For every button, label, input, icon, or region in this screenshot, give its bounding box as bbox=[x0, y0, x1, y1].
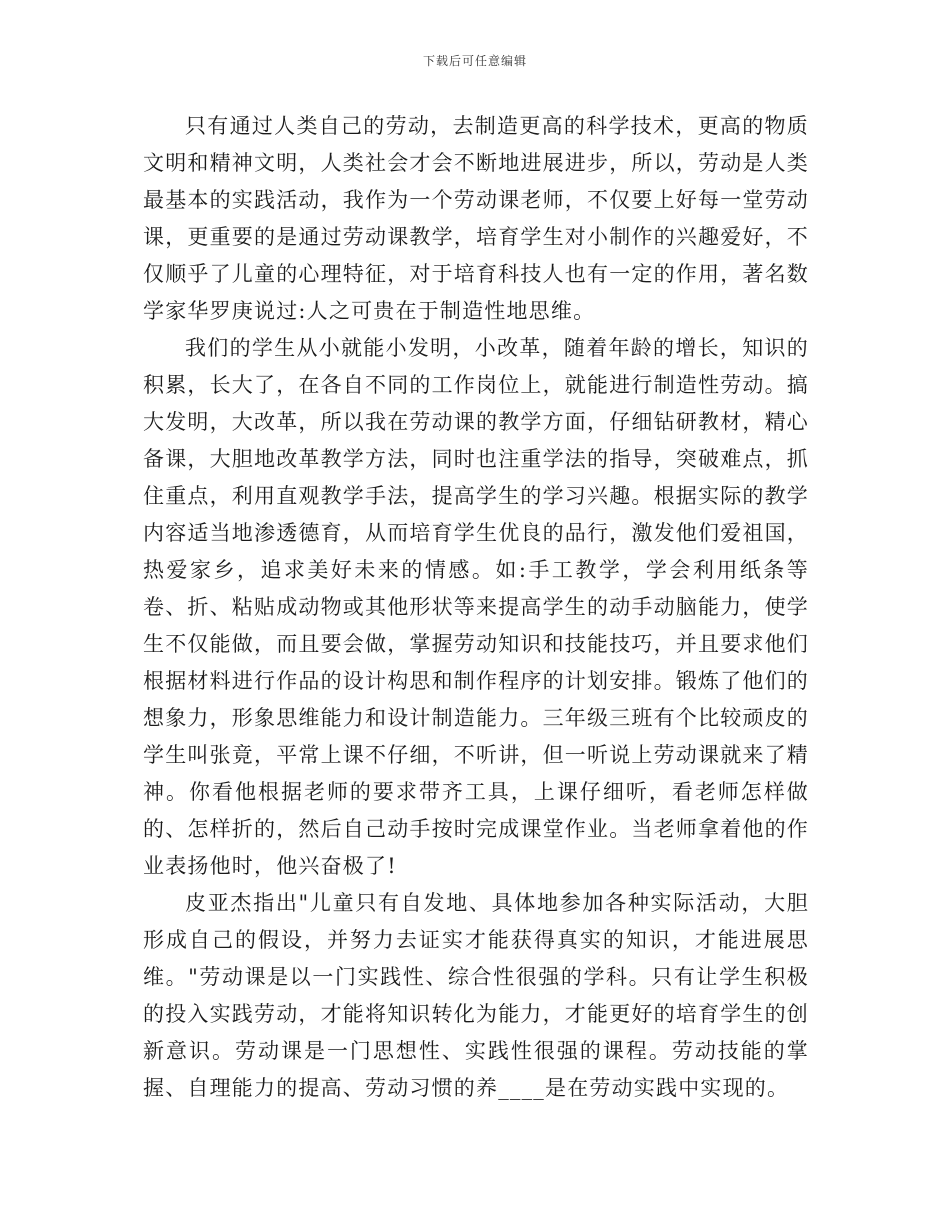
page-header: 下载后可任意编辑 bbox=[422, 54, 527, 68]
document-body bbox=[143, 108, 809, 1107]
paragraph-3: 皮亚杰指出"儿童只有自发地、具体地参加各种实际活动，大胆形成自己的假设，并努力去证实才能获得真实的知识，才能进展思维。"劳动课是以一门实践性、综合性很强的学科。只有让学生积极的投入实践劳动，才能将知识转化为能力，才能更好的培育学生的创新意识。劳动课是一门思想性、实践性很强的课程。劳动技能的掌握、自理能力的提高、劳动习惯的养____是在劳动实践中实现的。 bbox=[143, 891, 809, 1100]
paragraph-2: 我们的学生从小就能小发明，小改革，随着年龄的增长，知识的积累，长大了，在各自不同的工作岗位上，就能进行制造性劳动。搞大发明，大改革，所以我在劳动课的教学方面，仔细钻研教材，精心备课，大胆地改革教学方法，同时也注重学法的指导，突破难点，抓住重点，利用直观教学手法，提高学生的学习兴趣。根据实际的教学内容适当地渗透德育，从而培育学生优良的品行，激发他们爱祖国，热爱家乡，追求美好未来的情感。如:手工教学，学会利用纸条等卷、折、粘贴成动物或其他形状等来提高学生的动手动脑能力，使学生不仅能做，而且要会做，掌握劳动知识和技能技巧，并且要求他们根据材料进行作品的设计构思和制作程序的计划安排。锻炼了他们的想象力，形象思维能力和设计制造能力。三年级三班有个比较顽皮的学生叫张竟，平常上课不仔细，不听讲，但一听说上劳动课就来了精神。你看他根据老师的要求带齐工具，上课仔细听，看老师怎样做的、怎样折的，然后自己动手按时完成课堂作业。当老师拿着他的作业表扬他时，他兴奋极了! bbox=[143, 336, 809, 878]
paragraph-1: 只有通过人类自己的劳动，去制造更高的科学技术，更高的物质文明和精神文明，人类社会才会不断地进展进步，所以，劳动是人类最基本的实践活动，我作为一个劳动课老师，不仅要上好每一堂劳动课，更重要的是通过劳动课教学，培育学生对小制作的兴趣爱好，不仅顺乎了儿童的心理特征，对于培育科技人也有一定的作用，著名数学家华罗庚说过:人之可贵在于制造性地思维。 bbox=[143, 114, 809, 323]
